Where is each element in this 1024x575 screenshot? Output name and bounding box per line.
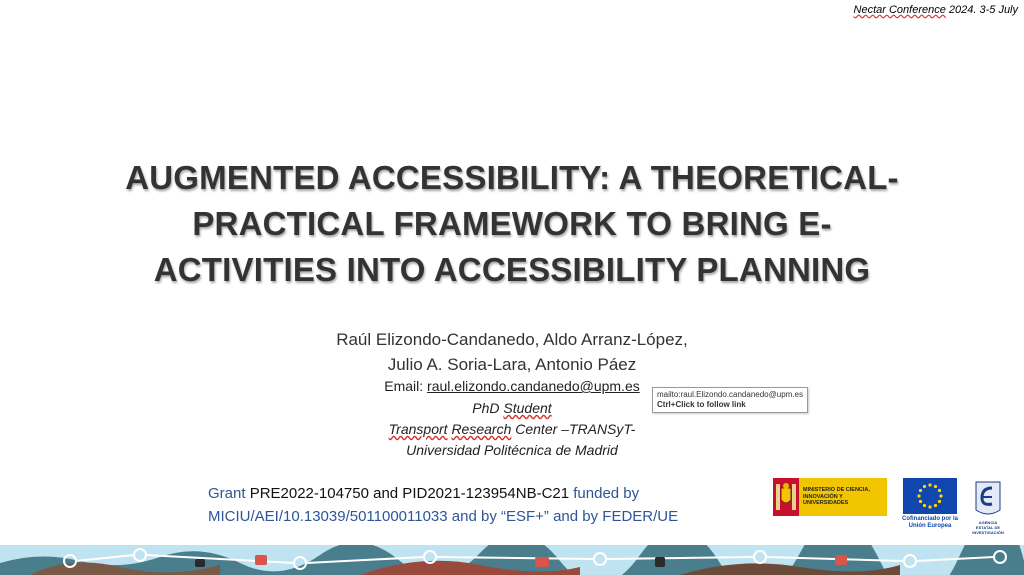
eu-cofinanced: Cofinanciado por la Unión Europea <box>901 516 958 529</box>
hyperlink-tooltip <box>652 387 808 413</box>
tooltip-url: mailto:raul.Elizondo.candanedo@upm.es <box>657 390 803 399</box>
role-b: Student <box>503 400 552 416</box>
center-a: Transport <box>388 421 448 437</box>
grant-line-1 <box>208 482 768 505</box>
aei-logo <box>970 478 1006 534</box>
spain-shield-icon <box>773 478 799 516</box>
decorative-footer-banner <box>0 545 1024 575</box>
grant-text <box>208 482 768 528</box>
grant-codes: PRE2022-104750 and PID2021-123954NB-C21 <box>249 485 570 502</box>
ministry-logo <box>773 478 887 516</box>
ministry-name: MINISTERIO DE CIENCIA, INNOVACIÓN Y UNIVERSIDADES <box>803 487 870 507</box>
conference-label <box>854 4 1018 16</box>
grant-funded: funded by <box>573 485 640 502</box>
eu-flag-icon <box>903 478 957 514</box>
role-a: PhD <box>472 400 500 416</box>
grant-word: Grant <box>208 485 246 502</box>
slide-title <box>60 155 964 293</box>
authors <box>262 327 762 377</box>
title-line-2: PRACTICAL FRAMEWORK TO BRING E- <box>192 205 832 242</box>
tooltip-action: Ctrl+Click to follow link <box>657 400 746 409</box>
title-line-3: ACTIVITIES INTO ACCESSIBILITY PLANNING <box>153 251 871 288</box>
center-c: Center –TRANSyT- <box>515 421 636 437</box>
authors-line-1: Raúl Elizondo-Candanedo, Aldo Arranz-López, <box>336 330 688 349</box>
title-line-1: AUGMENTED ACCESSIBILITY: A THEORETICAL- <box>125 159 899 196</box>
grant-line-2: MICIU/AEI/10.13039/501100011033 and by “ESF+” and by FEDER/UE <box>208 508 679 525</box>
email-label: Email: <box>384 378 424 394</box>
center-line <box>312 419 712 440</box>
conference-name: Nectar Conference <box>853 4 946 16</box>
conference-dates: 2024. 3-5 July <box>945 4 1018 16</box>
authors-line-2: Julio A. Soria-Lara, Antonio Páez <box>387 355 637 374</box>
email-link[interactable]: raul.elizondo.candanedo@upm.es <box>427 378 640 394</box>
university-line: Universidad Politécnica de Madrid <box>406 442 618 458</box>
eu-logo <box>901 478 959 530</box>
center-b: Research <box>451 421 512 437</box>
aei-name: AGENCIA ESTATAL DE INVESTIGACIÓN <box>972 520 1004 535</box>
aei-emblem-icon <box>970 478 1006 520</box>
